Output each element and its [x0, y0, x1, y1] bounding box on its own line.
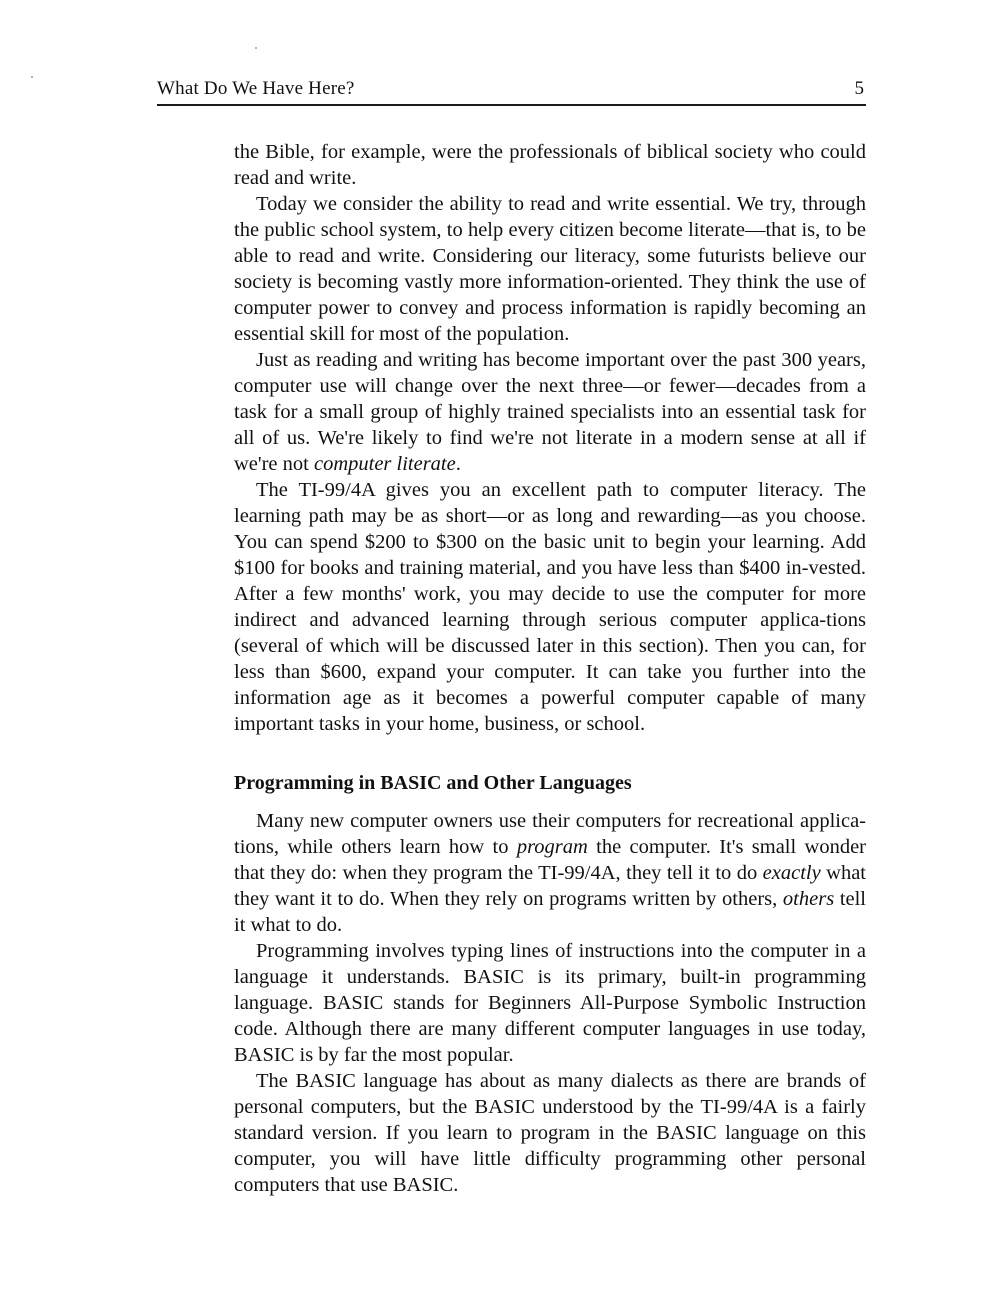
scan-speck: [31, 76, 33, 78]
paragraph-text: Today we consider the ability to read and write essential. We try, through the public school system, to help every citizen become literate—that is, to be able to read and write. Considering our literacy, some futurists believe our society is becoming vastly more information-oriented. They think the use of computer power to convey and process information is rapidly becoming an essential skill for most of the population.: [234, 193, 866, 345]
emphasis-exactly: exactly: [762, 862, 821, 884]
page-number: 5: [854, 78, 864, 99]
paragraph-3: [234, 347, 866, 477]
paragraph-text: the computer. It's small wonder that they do: when they program the TI-99/4A, they tell it to do: [234, 836, 867, 884]
section-heading: Programming in BASIC and Other Languages: [234, 772, 632, 794]
emphasis-program: program: [516, 836, 588, 858]
paragraph-text: what they want it to do. When they rely on programs written by others,: [234, 862, 866, 910]
paragraph-text: Programming involves typing lines of instructions into the computer in a language it understands. BASIC is its primary, built-in programming language. BASIC stands for Beginners All-Purpose Symbolic Instruction code. Although there are many different computer languages in use today, BASIC is by far the most popular.: [234, 940, 866, 1066]
paragraph-5: [234, 808, 866, 938]
paragraph-text: the Bible, for example, were the professionals of biblical society who could read and write.: [234, 141, 866, 189]
scan-speck: [255, 47, 257, 49]
paragraph-6: [234, 938, 866, 1068]
paragraph-2: [234, 191, 866, 347]
running-head: [157, 78, 866, 106]
paragraph-7: [234, 1068, 866, 1198]
running-title: What Do We Have Here?: [157, 78, 355, 99]
paragraph-text: The TI-99/4A gives you an excellent path to computer literacy. The learning path may be as short—or as long and rewarding—as you choose. You can spend $200 to $300 on the basic unit to begin your learning. Add $100 for books and training material, and you have less than $400 in-vested. After a few months' work, you may decide to use the computer for more indirect and advanced learning through serious computer applica-tions (several of which will be discussed later in this section). Then you can, for less than $600, expand your computer. It can take you further into the information age as it becomes a powerful computer capable of many important tasks in your home, business, or school.: [234, 479, 866, 735]
paragraph-4: [234, 477, 866, 737]
paragraph-text: tell it what to do.: [234, 888, 866, 936]
paragraph-text: .: [455, 453, 461, 475]
paragraph-text: The BASIC language has about as many dialects as there are brands of personal computers, but the BASIC understood by the TI-99/4A is a fairly standard version. If you learn to program in the BASIC language on this computer, you will have little difficulty programming other personal computers that use BASIC.: [234, 1070, 866, 1196]
paragraph-text: Many new computer owners use their computers for recreational applica-tions, while others learn how to: [234, 810, 866, 858]
emphasis-others: others: [782, 888, 835, 910]
paragraph-1: [234, 139, 866, 191]
body-text: [234, 139, 866, 1198]
paragraph-text: Just as reading and writing has become important over the past 300 years, computer use will change over the next three—or fewer—decades from a task for a small group of highly trained specialists into an essential task for all of us. We're likely to find we're not literate in a modern sense at all if we're not: [234, 349, 866, 475]
emphasis-computer-literate: computer literate: [313, 453, 456, 475]
